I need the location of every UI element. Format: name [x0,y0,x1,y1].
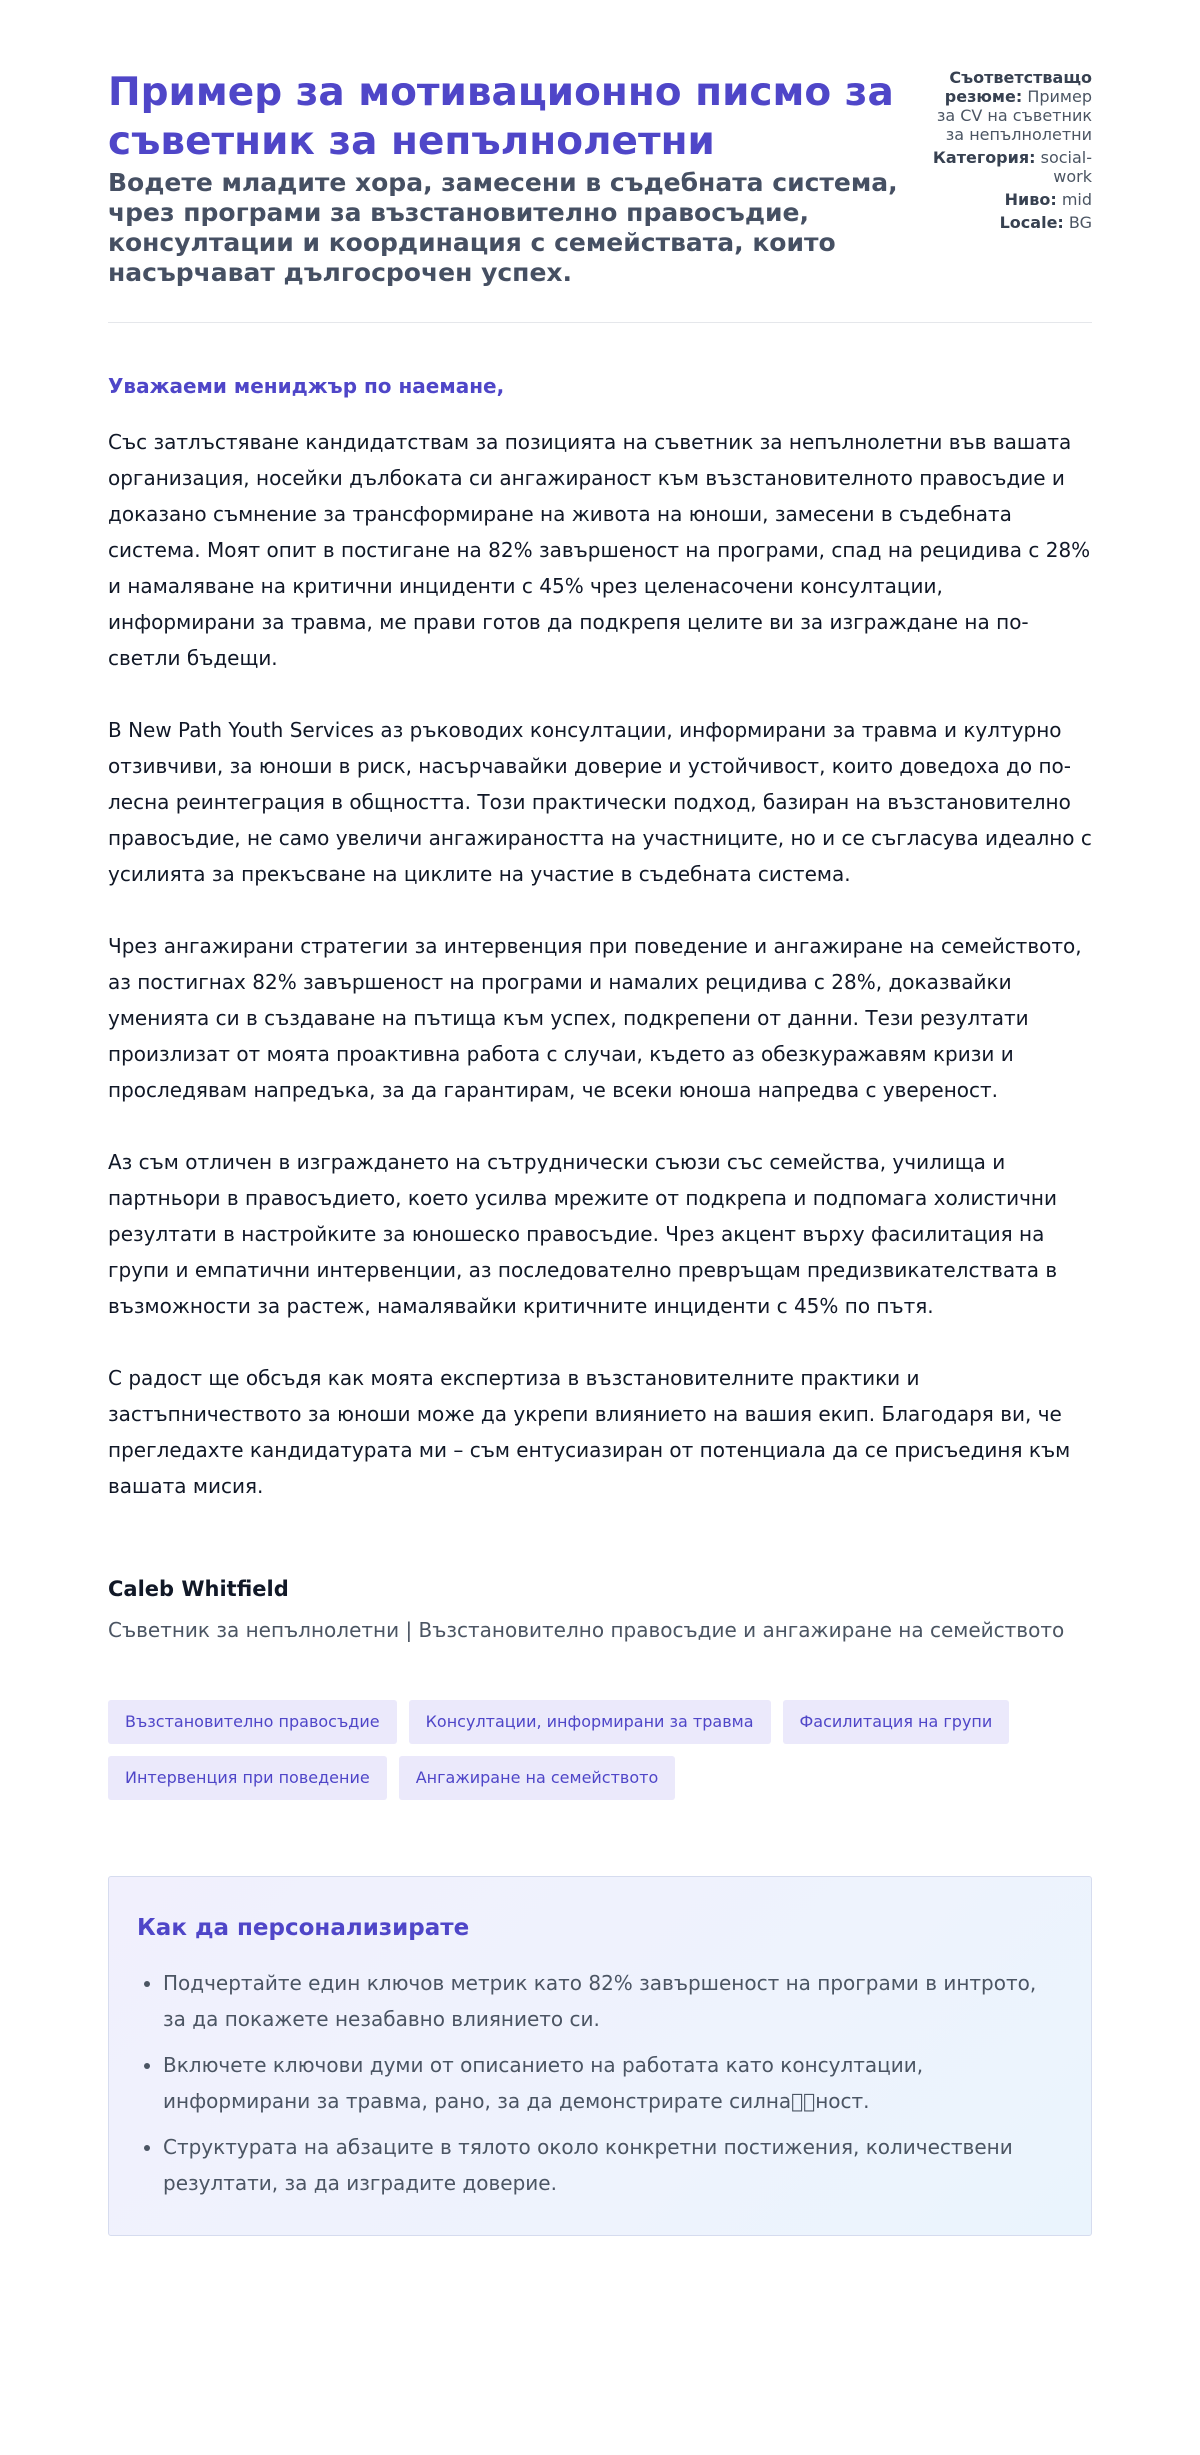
meta-level-label: Ниво: [1004,190,1057,209]
skill-tag: Ангажиране на семейството [399,1756,676,1800]
meta-level-value: mid [1061,190,1092,209]
meta-locale-value: BG [1068,213,1092,232]
meta-locale [922,213,1092,232]
letter-body [108,424,1092,1504]
meta-category [922,148,1092,186]
page-subtitle: Водете младите хора, замесени в съдебната система, чрез програми за възстановително правосъдие, консултации и координация с семействата, които насърчават дългосрочен успех. [108,168,898,287]
skill-tag: Възстановително правосъдие [108,1700,397,1744]
meta-level [922,190,1092,209]
tips-list [137,1965,1063,2201]
header-divider [108,322,1092,323]
signature-name: Caleb Whitfield [108,1577,289,1601]
letter-paragraph: Чрез ангажирани стратегии за интервенция при поведение и ангажиране на семейството, аз постигнах 82% завършеност на програми и намалих рецидива с 28%, доказвайки уменията си в създаване на пътища към успех, подкрепени от данни. Тези резултати произлизат от моята проактивна работа с случаи, където аз обезкуражавям кризи и проследявам напредъка, за да гарантирам, че всеки юноша напредва с увереност. [108,934,1082,1102]
page-title: Пример за мотивационно писмо за съветник за непълнолетни [108,70,894,164]
tip-item: • Подчертайте един ключов метрик като 82% завършеност на програми в интрото, за да покажете незабавно влиянието си. [163,1965,1063,2037]
letter-paragraph: С радост ще обсъдя как моята експертиза в възстановителните практики и застъпничеството за юноши може да укрепи влиянието на вашия екип. Благодаря ви, че прегледахте кандидатурата ми – съм ентусиазиран от потенциала да се присъединя към вашата мисия. [108,1366,1071,1498]
meta-resume-link[interactable]: Пример за CV на съветник за непълнолетни [936,87,1092,144]
skill-tag: Консултации, информирани за травма [409,1700,771,1744]
signature-role: Съветник за непълнолетни | Възстановително правосъдие и ангажиране на семейството [108,1618,1065,1642]
letter-paragraph: В New Path Youth Services аз ръководих консултации, информирани за травма и културно отзивчиви, за юноши в риск, насърчавайки доверие и устойчивост, които доведоха до по-лесна реинтеграция в общността. Този практически подход, базиран на възстановително правосъдие, не само увеличи ангажираността на участниците, но и се съгласува идеално с усилията за прекъсване на циклите на участие в съдебната система. [108,718,1092,886]
letter-greeting: Уважаеми мениджър по наемане, [108,374,505,398]
page-header [108,68,1092,288]
meta-category-value: social-work [1040,148,1092,186]
letter-paragraph: Със затлъстяване кандидатствам за позицията на съветник за непълнолетни във вашата организация, носейки дълбоката си ангажираност към възстановителното правосъдие и доказано съмнение за трансформиране на живота на юноши, замесени в съдебната система. Моят опит в постигане на 82% завършеност на програми, спад на рецидива с 28% и намаляване на критични инциденти с 45% чрез целенасочени консултации, информирани за травма, ме прави готов да подкрепя целите ви за изграждане на по-светли бъдещи. [108,430,1091,670]
skill-tag: Фасилитация на групи [783,1700,1010,1744]
meta-category-label: Категория: [932,148,1036,167]
meta-resume [922,68,1092,144]
meta-locale-label: Locale: [999,213,1064,232]
tips-title: Как да персонализирате [137,1915,470,1941]
tip-item: • Включете ключови думи от описанието на работата като консултации, информирани за травма, рано, за да демонстрирате силна  ност. [163,2047,1063,2119]
meta-panel [922,68,1092,236]
skill-tag: Интервенция при поведение [108,1756,387,1800]
letter-paragraph: Аз съм отличен в изграждането на сътруднически съюзи със семейства, училища и партньори в правосъдието, което усилва мрежите от подкрепа и подпомага холистични резултати в настройките за юношеско правосъдие. Чрез акцент върху фасилитация на групи и емпатични интервенции, аз последователно превръщам предизвикателствата в възможности за растеж, намалявайки критичните инциденти с 45% по пътя. [108,1150,1058,1318]
tip-item: • Структурата на абзаците в тялото около конкретни постижения, количествени резултати, за да изградите доверие. [163,2129,1063,2201]
customize-tips-box [108,1876,1092,2236]
skill-tags [108,1700,1092,1800]
meta-resume-label: Съответстващо резюме: [944,68,1092,106]
title-block [108,68,898,288]
